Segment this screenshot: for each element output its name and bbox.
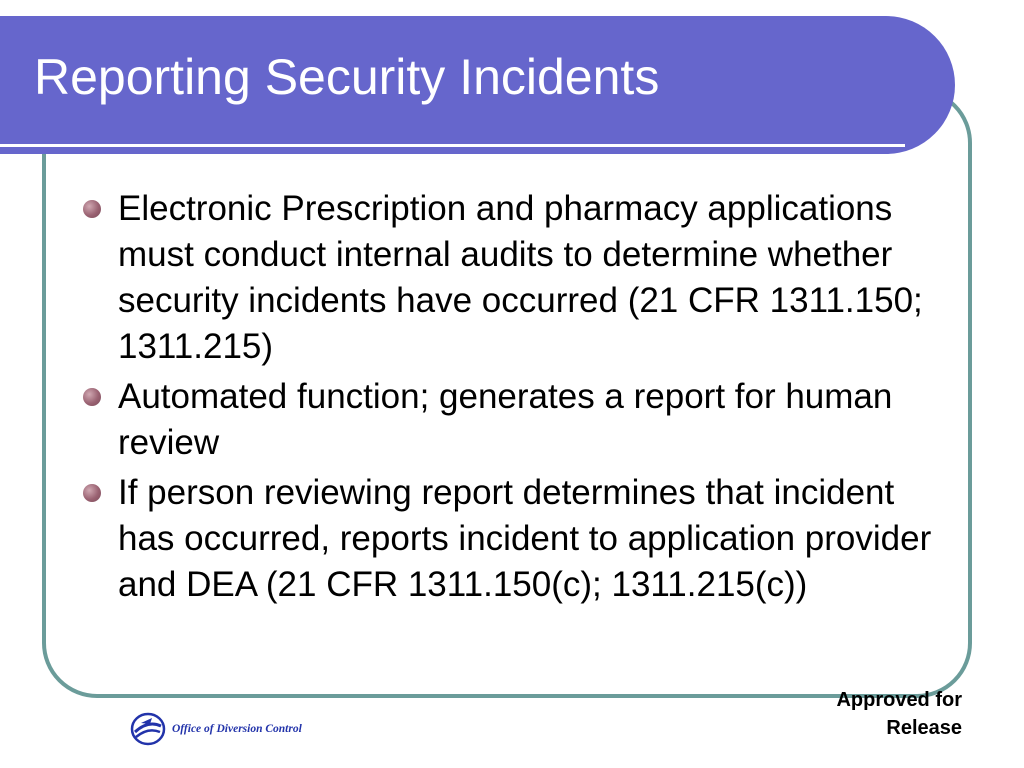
bullet-text: Automated function; generates a report for human review (118, 377, 893, 462)
title-underline (0, 144, 905, 147)
slide-title: Reporting Security Incidents (34, 49, 660, 105)
bullet-text: Electronic Prescription and pharmacy applications must conduct internal audits to determine whether security incidents have occurred (21 CFR 1311.150; 1311.215) (118, 189, 923, 366)
bullet-item (0, 186, 938, 370)
office-logo (130, 712, 302, 746)
bullet-icon (83, 200, 101, 218)
bullet-icon (83, 484, 101, 502)
bullet-item (0, 470, 938, 608)
bullet-text: If person reviewing report determines that incident has occurred, reports incident to application provider and DEA (21 CFR 1311.150(c); 1311.215(c)) (118, 473, 932, 604)
dea-seal-icon (130, 712, 166, 746)
bullet-item (0, 374, 938, 466)
logo-text: Office of Diversion Control (172, 723, 302, 735)
release-line-2: Release (886, 717, 962, 739)
release-note (836, 686, 962, 742)
release-line-1: Approved for (836, 689, 962, 711)
bullet-icon (83, 388, 101, 406)
bullet-list (0, 186, 938, 612)
